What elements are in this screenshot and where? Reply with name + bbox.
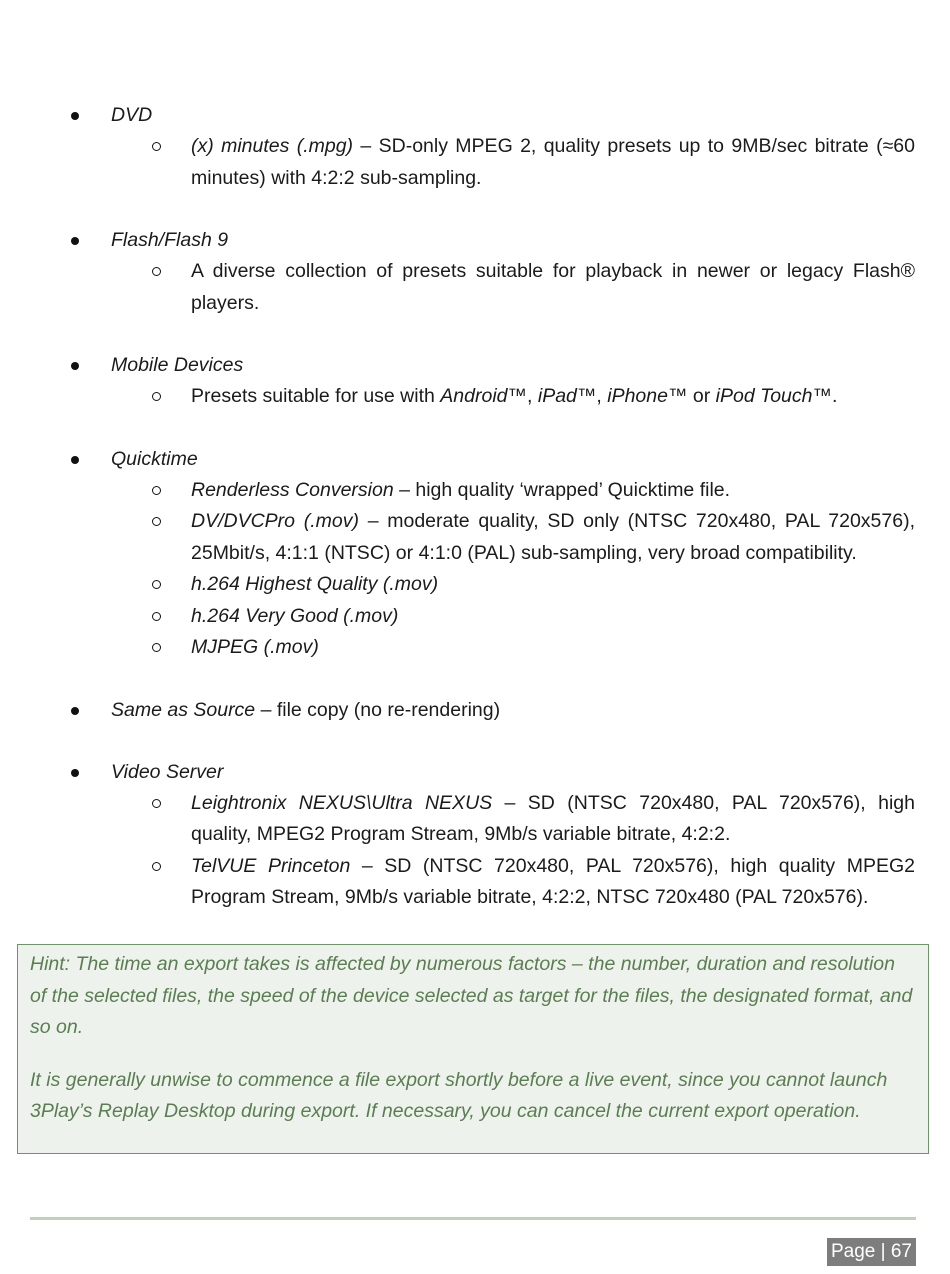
hint-box [17, 944, 929, 1154]
sub-item-lead: Leightronix NEXUS\Ultra NEXUS [191, 791, 493, 814]
separator: or [687, 385, 716, 407]
sub-bullet-circle [152, 862, 161, 871]
bullet-title: Flash/Flash 9 [111, 229, 229, 251]
sub-item-text: – moderate quality, SD only (NTSC 720x480, PAL 720x576), 25Mbit/s, 4:1:1 (NTSC) or 4:1:0 (PAL) sub-sampling, very broad compatibility. [191, 510, 916, 564]
product-ipad: iPad™ [537, 385, 597, 407]
sub-bullet-circle [152, 643, 161, 652]
sub-item [0, 475, 950, 507]
sub-bullet-circle [152, 392, 161, 401]
sub-bullet-circle [152, 580, 161, 589]
sub-item-text: A diverse collection of presets suitable for playback in newer or legacy Flash® players. [191, 260, 915, 314]
sub-item [0, 632, 950, 664]
bullet-same-as-source [0, 695, 950, 726]
sub-item-text: – SD-only MPEG 2, quality presets up to 9MB/sec bitrate (≈60 minutes) with 4:2:2 sub-sampling. [191, 135, 915, 189]
sub-item-lead: (x) minutes (.mpg) [191, 135, 354, 157]
bullet-flash [0, 225, 950, 319]
bullet-title: Same as Source [111, 698, 256, 721]
sub-item-lead: TelVUE Princeton [191, 854, 351, 877]
footer-divider [30, 1217, 916, 1220]
sub-item-lead: h.264 Highest Quality (.mov) [191, 573, 439, 595]
sub-item [0, 256, 950, 319]
document-body [0, 100, 950, 945]
bullet-video-server [0, 757, 950, 914]
bullet-title: Mobile Devices [111, 354, 244, 376]
sub-item [0, 601, 950, 633]
product-android: Android™ [440, 385, 528, 407]
bullet-quicktime [0, 444, 950, 664]
separator: , [527, 385, 538, 407]
product-ipod-touch: iPod Touch™ [715, 385, 832, 407]
sub-bullet-circle [152, 486, 161, 495]
bullet-text: – file copy (no re-rendering) [255, 698, 501, 721]
bullet-dot [71, 237, 79, 245]
sub-bullet-circle [152, 612, 161, 621]
sub-bullet-circle [152, 517, 161, 526]
sub-item [0, 506, 950, 569]
sub-item [0, 381, 950, 413]
hint-paragraph: It is generally unwise to commence a file export shortly before a live event, since you cannot launch 3Play’s Replay Desktop during export. If necessary, you can cancel the current export operation. [30, 1068, 888, 1122]
sub-item-text: – high quality ‘wrapped’ Quicktime file. [393, 478, 731, 501]
bullet-mobile-devices [0, 350, 950, 413]
sub-bullet-circle [152, 267, 161, 276]
separator: , [596, 385, 608, 407]
bullet-dot [71, 456, 79, 464]
sub-item [0, 131, 950, 194]
sub-item-text: – SD (NTSC 720x480, PAL 720x576), high quality MPEG2 Program Stream, 9Mb/s variable bitrate, 4:2:2, NTSC 720x480 (PAL 720x576). [191, 854, 915, 908]
sub-bullet-circle [152, 799, 161, 808]
sub-item-lead: DV/DVCPro (.mov) [191, 510, 359, 532]
sub-item-text: Presets suitable for use with [191, 385, 441, 407]
sentence-end: . [832, 385, 838, 407]
product-iphone: iPhone™ [607, 385, 688, 407]
sub-item [0, 569, 950, 601]
bullet-dvd [0, 100, 950, 194]
bullet-dot [71, 362, 79, 370]
bullet-dot [71, 769, 79, 777]
page-number: Page | 67 [827, 1238, 916, 1266]
bullet-dot [71, 112, 79, 120]
sub-bullet-circle [152, 142, 161, 151]
bullet-title: Video Server [111, 760, 224, 783]
bullet-title: DVD [111, 104, 153, 126]
sub-item-text: – SD (NTSC 720x480, PAL 720x576), high quality, MPEG2 Program Stream, 9Mb/s variable bitrate, 4:2:2. [191, 791, 915, 845]
sub-item [0, 851, 950, 914]
hint-paragraph: Hint: The time an export takes is affected by numerous factors – the number, duration and resolution of the selected files, the speed of the device selected as target for the files, the designated format, and so on. [30, 953, 913, 1038]
sub-item-lead: MJPEG (.mov) [191, 636, 319, 658]
sub-item-lead: Renderless Conversion [191, 478, 394, 501]
bullet-title: Quicktime [111, 447, 198, 470]
bullet-dot [71, 707, 79, 715]
sub-item [0, 788, 950, 851]
sub-item-lead: h.264 Very Good (.mov) [191, 604, 399, 627]
